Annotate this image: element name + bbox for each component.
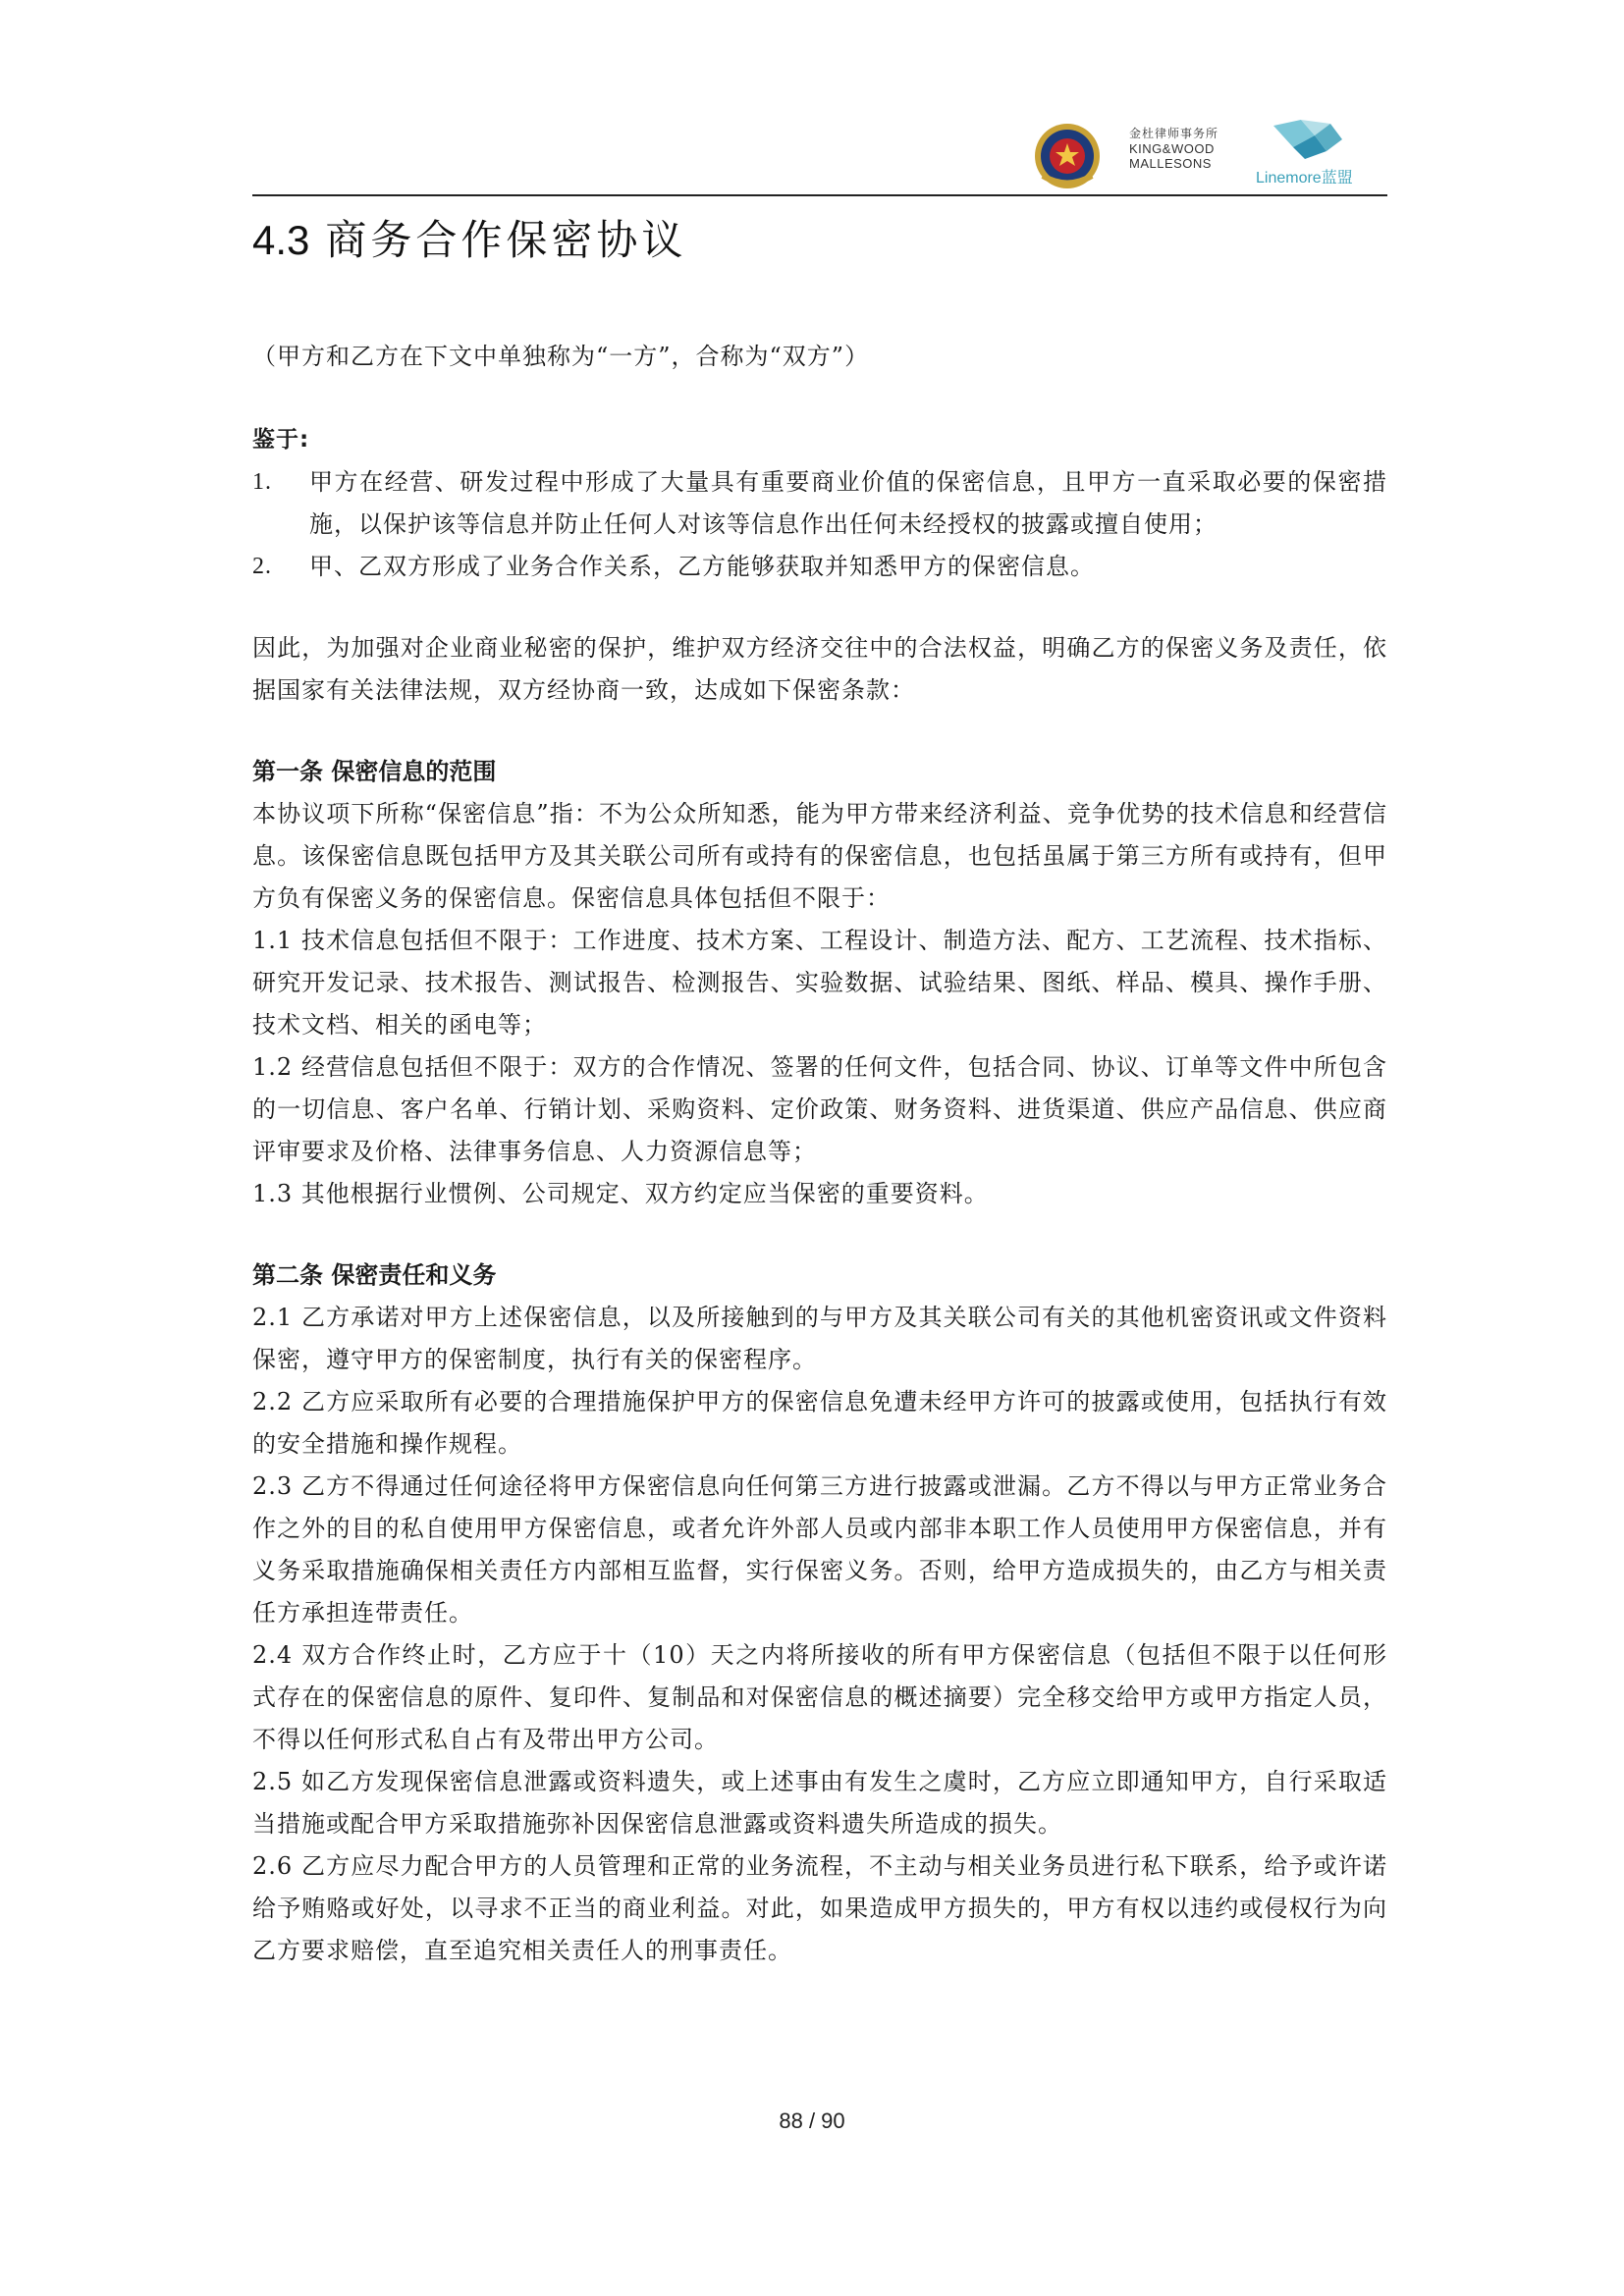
parties-note: （甲方和乙方在下文中单独称为“一方”，合称为“双方”） (252, 343, 870, 370)
spacer (252, 588, 1387, 627)
whereas-item-index: 2. (252, 554, 272, 579)
whereas-item-text: 甲方在经营、研发过程中形成了大量具有重要商业价值的保密信息，且甲方一直采取必要的保密措施，以保护该等信息并防止任何人对该等信息作出任何未经授权的披露或擅自使用； (309, 468, 1387, 538)
linemore-mark-icon (1256, 118, 1383, 163)
kwm-logo-cn: 金杜律师事务所 (1129, 127, 1219, 140)
article-2-clause: 2.6 乙方应尽力配合甲方的人员管理和正常的业务流程，不主动与相关业务员进行私下联系，给予或许诺给予贿赂或好处，以寻求不正当的商业利益。对此，如果造成甲方损失的，甲方有权以违约或侵权行为向乙方要求赔偿，直至追究相关责任人的刑事责任。 (252, 1852, 1387, 1964)
article-2-clause: 2.2 乙方应采取所有必要的合理措施保护甲方的保密信息免遭未经甲方许可的披露或使用，包括执行有效的安全措施和操作规程。 (252, 1388, 1387, 1458)
kwm-logo-en-line1: KING&WOOD (1129, 141, 1215, 156)
article-2-clause: 2.1 乙方承诺对甲方上述保密信息，以及所接触到的与甲方及其关联公司有关的其他机密资讯或文件资料保密，遵守甲方的保密制度，执行有关的保密程序。 (252, 1304, 1387, 1373)
whereas-item-index: 1. (252, 469, 272, 495)
kwm-logo-en-line2: MALLESONS (1129, 156, 1212, 171)
section-title-text: 商务合作保密协议 (325, 216, 687, 264)
article-1-intro: 本协议项下所称“保密信息”指：不为公众所知悉，能为甲方带来经济利益、竞争优势的技术信息和经营信息。该保密信息既包括甲方及其关联公司所有或持有的保密信息，也包括虽属于第三方所有或持有，但甲方负有保密义务的保密信息。保密信息具体包括但不限于： (252, 800, 1387, 912)
police-emblem-icon (1033, 122, 1102, 190)
article-2-clause: 2.5 如乙方发现保密信息泄露或资料遗失，或上述事由有发生之虞时，乙方应立即通知甲方，自行采取适当措施或配合甲方采取措施弥补因保密信息泄露或资料遗失所造成的损失。 (252, 1768, 1387, 1838)
whereas-label: 鉴于: (252, 427, 310, 453)
article-2-clause: 2.3 乙方不得通过任何途径将甲方保密信息向任何第三方进行披露或泄漏。乙方不得以与甲方正常业务合作之外的目的私自使用甲方保密信息，或者允许外部人员或内部非本职工作人员使用甲方保密信息，并有义务采取措施确保相关责任方内部相互监督，实行保密义务。否则，给甲方造成损失的，由乙方与相关责任方承担连带责任。 (252, 1472, 1387, 1627)
article-1-clause: 1.3 其他根据行业惯例、公司规定、双方约定应当保密的重要资料。 (252, 1180, 989, 1207)
article-2-title: 第二条 保密责任和义务 (252, 1261, 497, 1289)
article-1-clause: 1.2 经营信息包括但不限于：双方的合作情况、签署的任何文件，包括合同、协议、订单等文件中所包含的一切信息、客户名单、行销计划、采购资料、定价政策、财务资料、进货渠道、供应产品信息、供应商评审要求及价格、法律事务信息、人力资源信息等； (252, 1053, 1387, 1165)
section-number: 4.3 (252, 217, 310, 263)
article-2-clause: 2.4 双方合作终止时，乙方应于十（10）天之内将所接收的所有甲方保密信息（包括但不限于以任何形式存在的保密信息的原件、复印件、复制品和对保密信息的概述摘要）完全移交给甲方或甲方指定人员，不得以任何形式私自占有及带出甲方公司。 (252, 1641, 1387, 1753)
preamble: 因此，为加强对企业商业秘密的保护，维护双方经济交往中的合法权益，明确乙方的保密义务及责任，依据国家有关法律法规，双方经协商一致，达成如下保密条款： (252, 634, 1387, 704)
document-body (252, 206, 1387, 1972)
whereas-item (252, 546, 1387, 588)
whereas-item (252, 461, 1387, 546)
whereas-item-text: 甲、乙双方形成了业务合作关系，乙方能够获取并知悉甲方的保密信息。 (309, 553, 1095, 580)
linemore-logo-text: Linemore蓝盟 (1256, 170, 1353, 187)
page-header (252, 108, 1387, 196)
spacer (252, 1215, 1387, 1255)
header-divider (252, 194, 1387, 196)
spacer (252, 712, 1387, 751)
article-1-title: 第一条 保密信息的范围 (252, 758, 497, 785)
page-number: 88 / 90 (779, 2109, 845, 2133)
kwm-logo (1129, 126, 1237, 187)
article-1-clause: 1.1 技术信息包括但不限于：工作进度、技术方案、工程设计、制造方法、配方、工艺流程、技术指标、研究开发记录、技术报告、测试报告、检测报告、实验数据、试验结果、图纸、样品、模具、操作手册、技术文档、相关的函电等； (252, 927, 1387, 1039)
linemore-logo (1256, 118, 1383, 188)
section-title (252, 206, 1387, 275)
